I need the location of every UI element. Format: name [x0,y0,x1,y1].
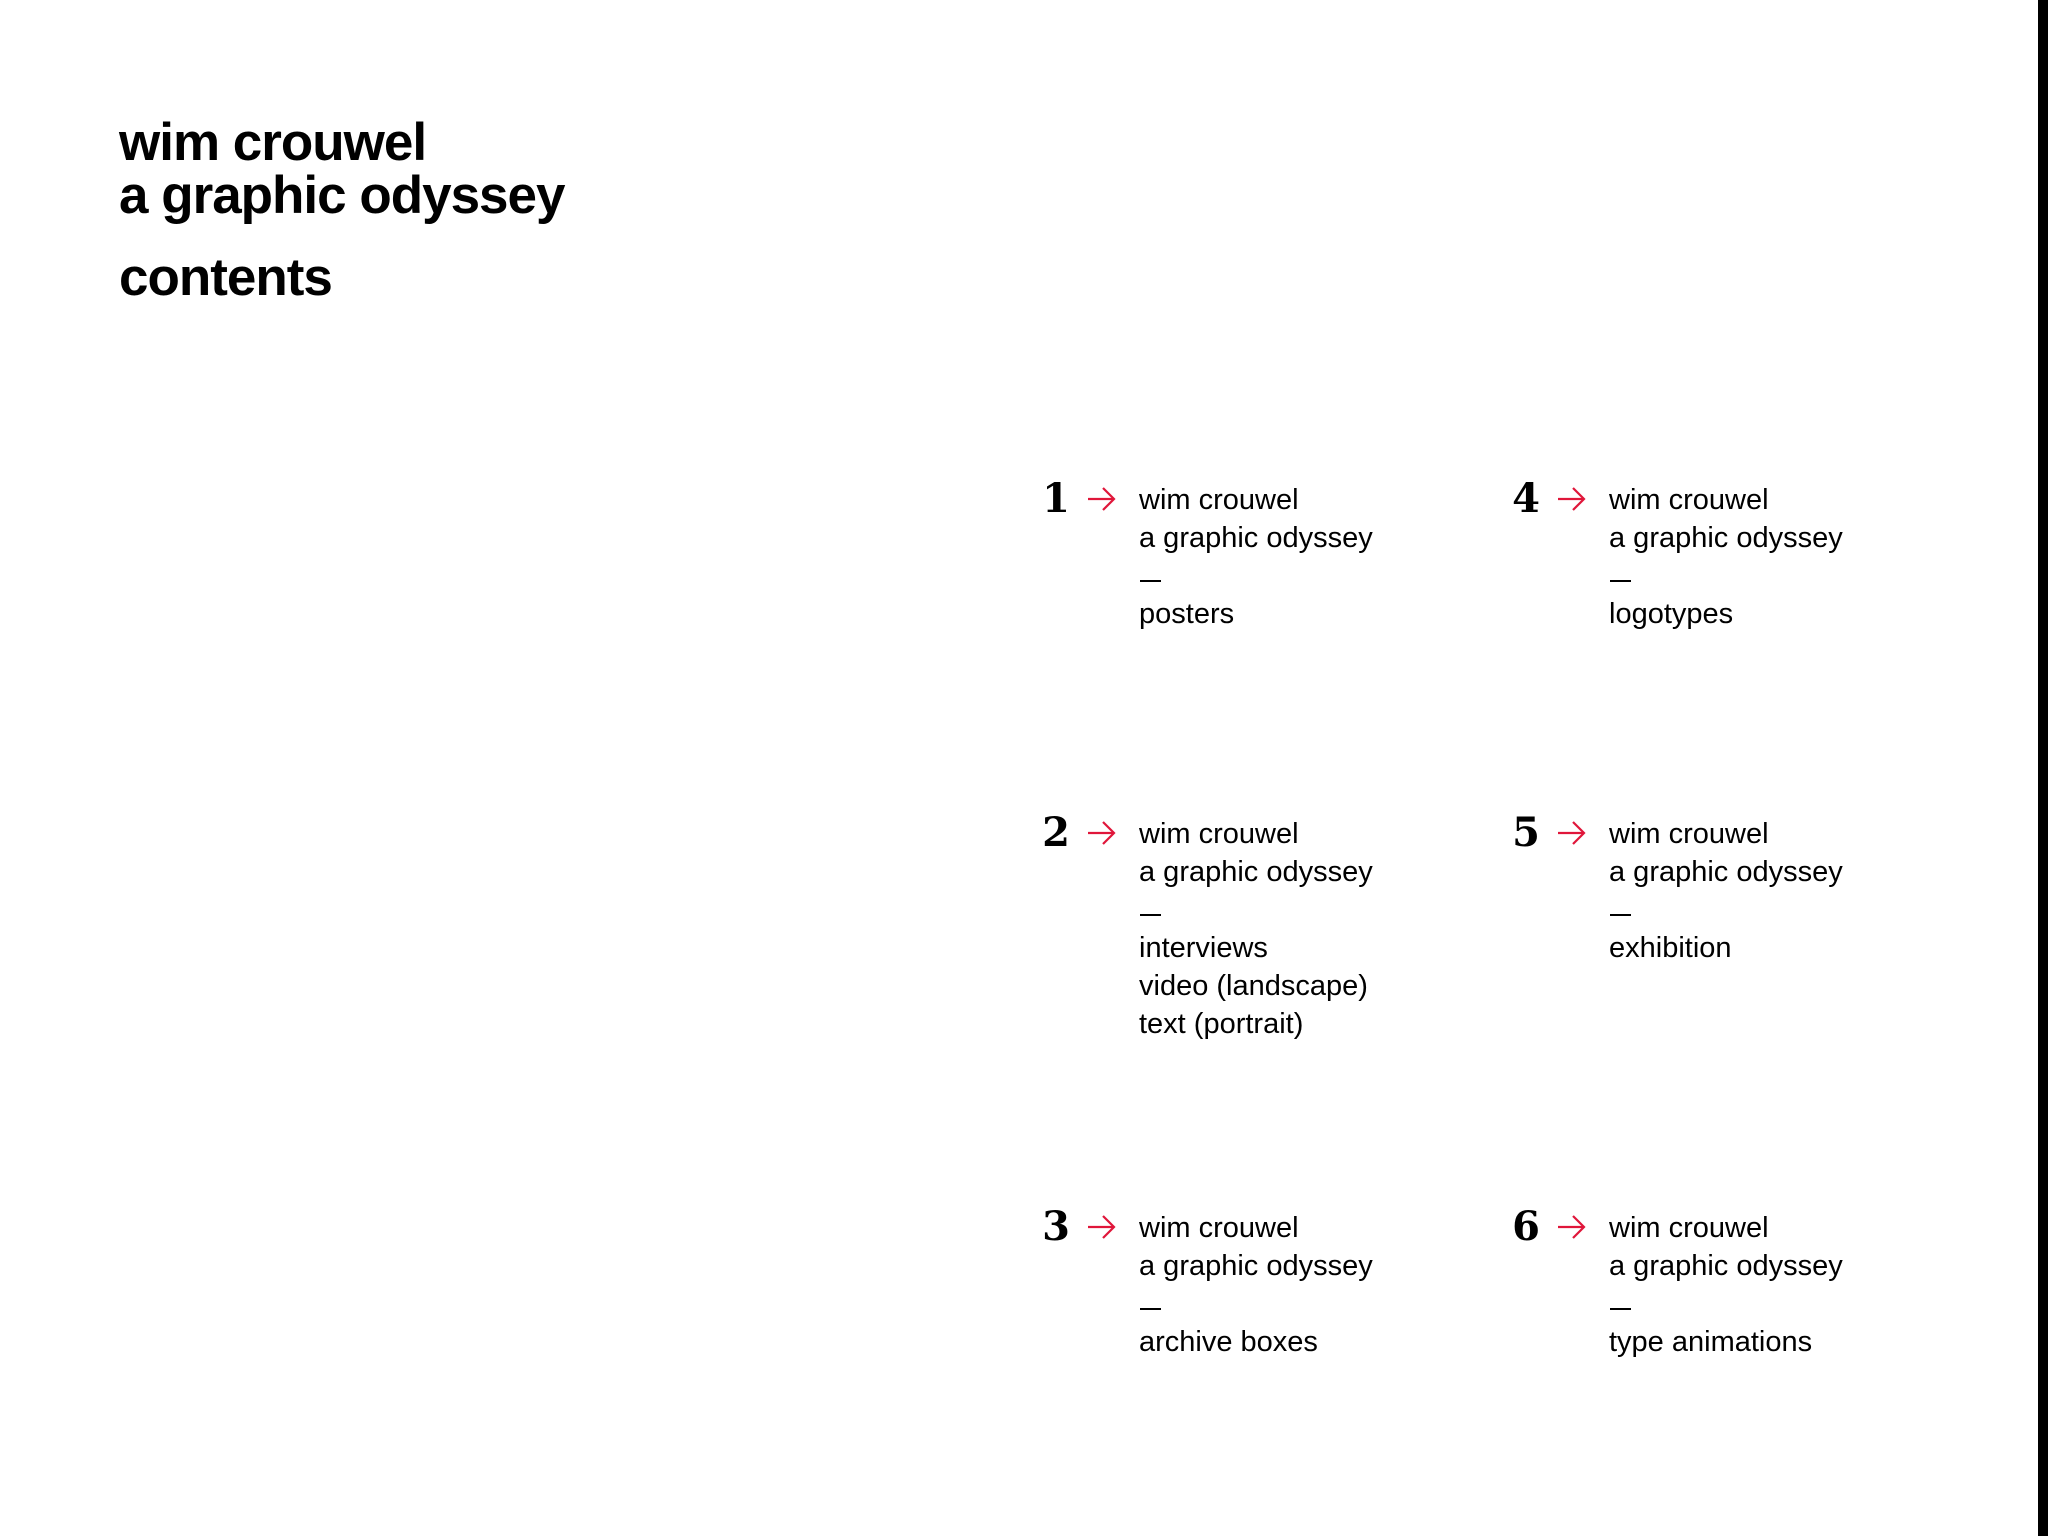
entry-text [1609,1209,1843,1361]
entry-line-2: a graphic odyssey [1609,522,1843,554]
entry-number: 3 [1042,1203,1070,1250]
entry-number: 4 [1512,475,1540,522]
entry-detail: logotypes [1609,598,1734,630]
entry-dash [1139,891,1373,929]
entry-text [1139,1209,1373,1361]
right-arrow-icon [1084,1211,1120,1243]
entry-number: 2 [1042,809,1070,856]
contents-heading: contents [119,248,332,307]
entry-line-1: wim crouwel [1139,1212,1299,1244]
entry-number: 6 [1512,1203,1540,1250]
entry-dash [1139,557,1373,595]
contents-entry-4[interactable] [1506,475,1976,725]
entry-number: 5 [1512,809,1540,856]
right-edge-bar [2038,0,2048,1536]
right-arrow-icon [1554,817,1590,849]
entry-text [1139,481,1373,633]
entry-detail: archive boxes [1139,1326,1318,1358]
entry-line-2: a graphic odyssey [1609,1250,1843,1282]
contents-entry-3[interactable] [1036,1203,1506,1453]
entry-line-2: a graphic odyssey [1139,1250,1373,1282]
entry-line-1: wim crouwel [1609,484,1769,516]
entry-detail: text (portrait) [1139,1008,1304,1040]
right-arrow-icon [1554,483,1590,515]
entry-detail: exhibition [1609,932,1732,964]
entry-dash [1609,1285,1843,1323]
entry-line-1: wim crouwel [1139,484,1299,516]
entry-dash [1609,557,1843,595]
entry-detail: type animations [1609,1326,1813,1358]
right-arrow-icon [1084,483,1120,515]
entry-text [1139,815,1373,1043]
contents-entry-6[interactable] [1506,1203,1976,1453]
entry-line-2: a graphic odyssey [1139,856,1373,888]
contents-entry-1[interactable] [1036,475,1506,725]
entry-detail: posters [1139,598,1235,630]
entry-detail: interviews [1139,932,1268,964]
contents-entry-5[interactable] [1506,809,1976,1059]
entry-line-1: wim crouwel [1609,1212,1769,1244]
entry-detail: video (landscape) [1139,970,1368,1002]
title-line-1: wim crouwel [119,113,427,172]
entry-dash [1609,891,1843,929]
right-arrow-icon [1084,817,1120,849]
entry-line-1: wim crouwel [1139,818,1299,850]
entry-text [1609,481,1843,633]
title-line-2: a graphic odyssey [119,166,565,225]
right-arrow-icon [1554,1211,1590,1243]
document-title [119,113,565,225]
entry-number: 1 [1042,475,1070,522]
entry-dash [1139,1285,1373,1323]
entry-line-1: wim crouwel [1609,818,1769,850]
contents-entry-2[interactable] [1036,809,1506,1059]
entry-line-2: a graphic odyssey [1609,856,1843,888]
entry-line-2: a graphic odyssey [1139,522,1373,554]
entry-text [1609,815,1843,967]
